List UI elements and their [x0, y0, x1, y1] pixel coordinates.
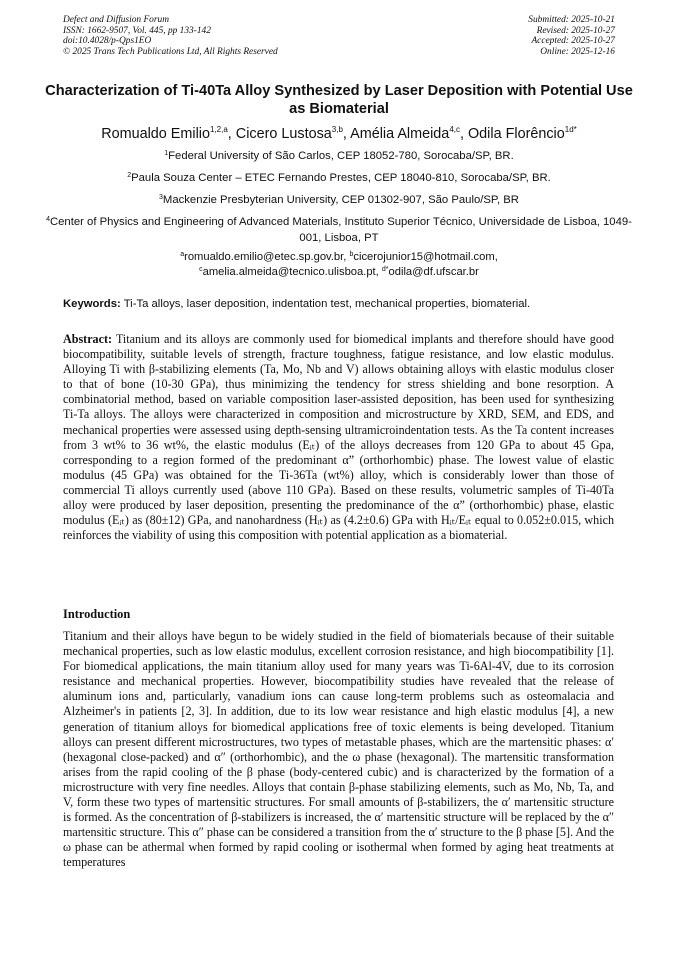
journal-info	[63, 15, 278, 57]
affiliation-number: 3	[159, 194, 163, 201]
email-mark: d*	[381, 265, 389, 273]
email-link[interactable]: romualdo.emilio@etec.sp.gov.br,	[184, 251, 350, 263]
email-line	[40, 250, 638, 265]
publication-dates	[528, 15, 615, 57]
affiliation-number: 1	[164, 150, 169, 157]
keywords-text: Ti-Ta alloys, laser deposition, indentation test, mechanical properties, biomaterial.	[120, 298, 531, 310]
email-list	[40, 250, 638, 279]
author-name: Amélia Almeida	[350, 126, 450, 142]
abstract-label: Abstract:	[63, 332, 113, 346]
affiliation-list	[40, 149, 638, 253]
abstract-text: Titanium and its alloys are commonly used for biomedical implants and therefore should have good biocompatibility, suitable levels of strength, fracture toughness, fatigue resistance, and low elastic modulus. Alloying Ti with β-stabilizing elements (Ta, Mo, Nb and V) allows obtaining alloys with elastic modulus closer to that of bone (10-30 GPa), thus minimizing the tendency for stress shielding and bone resorption. A combinatorial method, based on variable composition laser-assisted deposition, has been used for synthesizing Ti-Ta alloys. The alloys were characterized in composition and microstructure by XRD, SEM, and EDS, and mechanical properties were assessed using depth-sensing ultramicroindentation tests. As the Ta content increases from 3 wt% to 36 wt%, the elastic modulus (Eᵢₜ) of the alloys decreases from 120 GPa to about 45 Gpa, corresponding to a region formed of the predominant α” (orthorhombic) phase. The lowest value of elastic modulus (45 GPa) was obtained for the Ti-36Ta (wt%) alloy, which is considerably lower than those of commercial Ti alloys currently used (above 110 GPa). Based on these results, volumetric samples of Ti-40Ta alloy were produced by laser deposition, presenting the predominance of the α” (orthorhombic) phase, elastic modulus (Eᵢₜ) as (80±12) GPa, and nanohardness (Hᵢₜ) as (4.2±0.6) GPa with Hᵢₜ/Eᵢₜ equal to 0.052±0.015, which reinforces the viability of using this composition with potential application as a biomaterial.	[63, 332, 614, 543]
author-affiliation-mark: 1,2,a	[210, 125, 228, 134]
journal-name: Defect and Diffusion Forum	[63, 15, 169, 25]
email-mark: a	[180, 251, 185, 258]
author-name: Odila Florêncio	[467, 126, 565, 142]
abstract	[63, 332, 614, 543]
date-accepted: Accepted: 2025-10-27	[531, 36, 615, 47]
affiliation	[40, 149, 638, 165]
affiliation-text: Federal University of São Carlos, CEP 18052-780, Sorocaba/SP, BR.	[168, 150, 514, 162]
affiliation-text: Mackenzie Presbyterian University, CEP 01302-907, São Paulo/SP, BR	[162, 194, 519, 206]
keywords-label: Keywords:	[63, 298, 121, 310]
author-affiliation-mark: 1d*	[564, 125, 577, 134]
affiliation-text: Center of Physics and Engineering of Advanced Materials, Instituto Superior Técnico, Universidade de Lisboa, 1049-001, Lisboa, PT	[49, 216, 632, 244]
date-submitted: Submitted: 2025-10-21	[528, 15, 615, 25]
journal-doi[interactable]: doi:10.4028/p-Qps1EO	[63, 36, 152, 47]
email-mark: b	[349, 251, 354, 258]
paper-title: Characterization of Ti-40Ta Alloy Synthesized by Laser Deposition with Potential Use as Biomaterial	[45, 83, 633, 117]
author-affiliation-mark: 4,c	[449, 125, 460, 134]
author-name: Romualdo Emilio	[101, 126, 210, 142]
email-mark: c	[199, 265, 203, 273]
journal-copyright: © 2025 Trans Tech Publications Ltd, All Rights Reserved	[63, 46, 278, 57]
date-revised: Revised: 2025-10-27	[536, 25, 615, 36]
author-affiliation-mark: 3,b	[331, 125, 343, 134]
introduction-text: Titanium and their alloys have begun to be widely studied in the field of biomaterials because of their suitable mechanical properties, such as low elastic modulus, excellent corrosion resistance, and high biocompatibility [1]. For biomedical applications, the main titanium alloy used for many years was Ti-6Al-4V, due to its corrosion resistance and mechanical properties. However, biocompatibility studies have revealed that the release of aluminum ions and, particularly, vanadium ions can cause long-term problems such as osteomalacia and Alzheimer's in patients [2, 3]. In addition, due to its low wear resistance and high elastic modulus [4], a new generation of titanium alloys for biomedical applications free of toxic elements is being developed. Titanium alloys can present different microstructures, two types of metastable phases, which are the martensitic phases: α′ (hexagonal close-packed) and α″ (orthorhombic), and the ω phase (hexagonal). The martensitic transformation arises from the rapid cooling of the β phase (body-centered cubic) and is characterized by the formation of a microstructure with very fine needles. Alloys that contain β-phase stabilizing elements, such as Mo, Nb, Ta, and V, form these two types of martensitic structures. For small amounts of β-stabilizers, the α′ martensitic structure is formed. As the concentration of β-stabilizers is increased, the α′ martensitic structure will be replaced by the α″ martensitic structure. This α″ phase can be considered a transition from the α′ structure to the β phase [5]. And the ω phase can be athermal when formed by rapid cooling or isothermal when formed by aging heat treatments at temperatures	[63, 629, 614, 870]
email-link[interactable]: odila@df.ufscar.br	[388, 265, 479, 278]
email-line	[40, 265, 638, 280]
author-name: Cicero Lustosa	[235, 126, 332, 142]
email-link[interactable]: amelia.almeida@tecnico.ulisboa.pt,	[202, 265, 382, 278]
journal-issn: ISSN: 1662-9507, Vol. 445, pp 133-142	[63, 25, 211, 36]
affiliation-text: Paula Souza Center – ETEC Fernando Prestes, CEP 18040-810, Sorocaba/SP, BR.	[131, 172, 551, 184]
section-heading-introduction: Introduction	[63, 607, 131, 621]
affiliation-number: 2	[127, 172, 132, 179]
date-online: Online: 2025-12-16	[540, 46, 615, 57]
affiliation	[40, 193, 638, 209]
affiliation-number: 4	[46, 216, 50, 223]
affiliation	[40, 171, 638, 187]
affiliation	[40, 215, 638, 246]
keywords	[63, 297, 615, 311]
email-link[interactable]: cicerojunior15@hotmail.com,	[353, 251, 498, 263]
author-list: Romualdo Emilio$^{1,2,a}$, Cicero Lustosa$^{3,b}$, Amélia Almeida$^{4,c}$, Odila Florêncio$^{1d*}$	[101, 125, 577, 142]
